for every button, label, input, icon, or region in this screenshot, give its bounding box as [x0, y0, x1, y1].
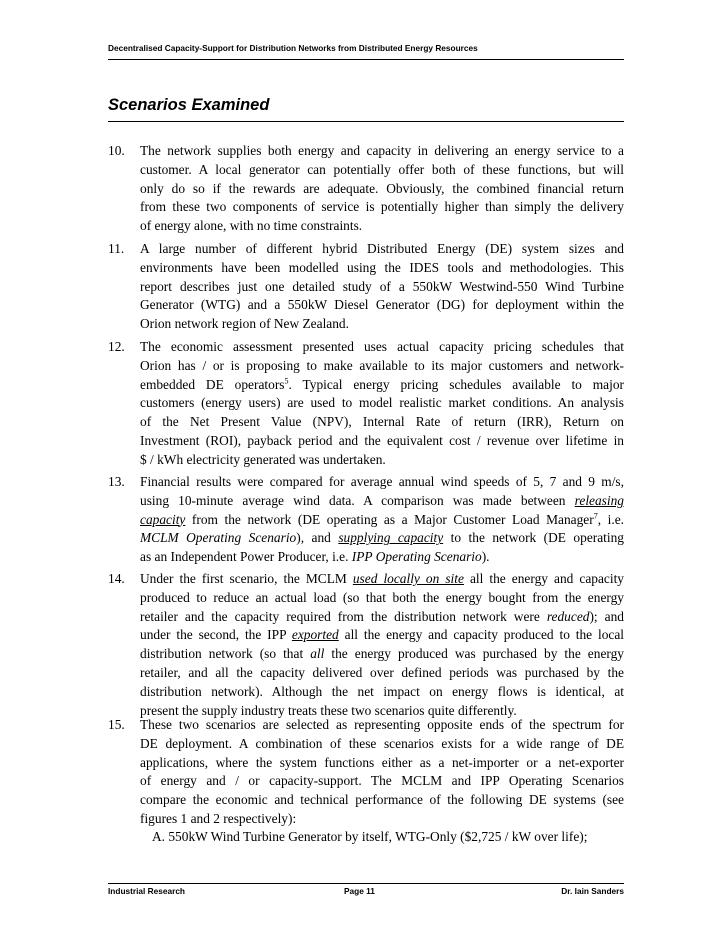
paragraph-number: 15.: [108, 717, 125, 732]
text-span: Under the first scenario, the MCLM: [140, 571, 353, 586]
paragraph-line: retailer, and all the capacity delivered over defined periods was purchased by the: [140, 664, 624, 680]
paragraph-line: distribution network). Although the net impact on energy flows is identical, at: [140, 683, 624, 699]
text-span: retailer and the capacity required from the distribution network were: [140, 608, 547, 624]
footer-organisation: Industrial Research: [108, 886, 186, 896]
paragraph-line: only do so if the rewards are adequate. Obviously, the combined financial return: [140, 180, 624, 196]
paragraph-number: 10.: [108, 143, 125, 158]
paragraph-number: 12.: [108, 339, 125, 354]
paragraph-line: DE deployment. A combination of these scenarios exists for a wide range of DE: [140, 735, 624, 751]
paragraph-line: [140, 548, 624, 567]
text-span: ); and: [589, 608, 624, 624]
paragraph-line: applications, where the system functions either as a net-importer or a net-exporter: [140, 754, 624, 770]
list-item-a: A. 550kW Wind Turbine Generator by itself, WTG-Only ($2,725 / kW over life);: [152, 829, 588, 844]
paragraph-line: Generator (WTG) and a 550kW Diesel Generator (DG) for deployment within the: [140, 297, 624, 313]
text-span: ), and: [296, 530, 339, 546]
paragraph-number: 11.: [108, 241, 125, 256]
emphasis-ipp-scenario: IPP Operating Scenario: [351, 549, 482, 565]
paragraph-line: present the supply industry treats these two scenarios quite differently.: [140, 702, 517, 718]
text-span: , i.e.: [597, 511, 624, 527]
text-span: under the second, the IPP: [140, 627, 292, 643]
paragraph-14: [108, 570, 624, 720]
paragraph-line: Investment (ROI), payback period and the equivalent cost / revenue over lifetime in: [140, 432, 624, 448]
paragraph-12: [108, 338, 624, 470]
paragraph-13: [108, 473, 624, 567]
paragraph-line: Orion network region of New Zealand.: [140, 316, 349, 332]
page-footer: [108, 886, 624, 900]
paragraph-line: of energy and / or capacity-support. The MCLM and IPP Operating Scenarios: [140, 773, 624, 789]
text-span: to the network (DE operating: [443, 530, 624, 546]
text-span: from the network (DE operating as a Major Customer Load Manager: [185, 511, 594, 527]
emphasis-releasing: releasing: [574, 492, 624, 508]
paragraph-line: $ / kWh electricity generated was undertaken.: [140, 451, 386, 467]
paragraph-line: produced to reduce an actual load (so that both the energy bought from the energy: [140, 589, 624, 605]
paragraph-line: customer. A local generator can potentially offer both of these functions, but will: [140, 161, 624, 177]
paragraph-line: compare the economic and technical performance of the following DE systems (see: [140, 792, 624, 808]
paragraph-line: [140, 645, 624, 664]
paragraph-line: The economic assessment presented uses actual capacity pricing schedules that: [140, 339, 624, 354]
footer-author: Dr. Iain Sanders: [561, 886, 624, 896]
text-span: using 10-minute average wind data. A comparison was made between: [140, 492, 575, 508]
paragraph-line: Orion has / or is proposing to make available to its major customers and network-: [140, 357, 624, 373]
paragraph-line: These two scenarios are selected as representing opposite ends of the spectrum for: [140, 717, 624, 732]
paragraph-15: [108, 716, 624, 829]
text-span: all the energy and capacity: [463, 571, 624, 586]
paragraph-line: of the Net Present Value (NPV), Internal Rate of return (IRR), Return on: [140, 414, 624, 430]
paragraph-line: report describes just one detailed study of a 550kW Westwind-550 Wind Turbine: [140, 278, 624, 294]
paragraph-line: [140, 492, 624, 511]
running-header: Decentralised Capacity-Support for Distribution Networks from Distributed Energy Resources: [108, 43, 478, 53]
footer-page-number: Page 11: [344, 886, 375, 896]
emphasis-supplying-capacity: supplying capacity: [338, 530, 444, 546]
paragraph-line: customers (energy users) are used to model realistic market conditions. An analysis: [140, 395, 624, 411]
paragraph-line: figures 1 and 2 respectively):: [140, 810, 297, 826]
paragraph-line: [140, 511, 624, 530]
emphasis-all: all: [310, 646, 325, 662]
emphasis-mclm-scenario: MCLM Operating Scenario: [140, 530, 297, 546]
paragraph-number: 13.: [108, 474, 125, 489]
paragraph-line: environments have been modelled using the IDES tools and methodologies. This: [140, 259, 624, 275]
paragraph-11: [108, 240, 624, 334]
text-span: . Typical energy pricing schedules available to major: [288, 376, 624, 392]
text-span: as an Independent Power Producer, i.e.: [140, 549, 352, 565]
paragraph-line: The network supplies both energy and capacity in delivering an energy service to a: [140, 143, 624, 158]
header-divider: [108, 59, 624, 60]
text-span: ).: [481, 549, 490, 565]
text-span: embedded DE operators: [140, 376, 285, 392]
section-title: Scenarios Examined: [108, 96, 270, 114]
emphasis-exported: exported: [291, 627, 339, 643]
footnote-ref-7[interactable]: 7: [593, 511, 598, 521]
paragraph-line: [140, 376, 624, 395]
footnote-ref-5[interactable]: 5: [284, 376, 289, 386]
paragraph-line: of energy alone, with no time constraints.: [140, 218, 363, 234]
text-span: distribution network (so that: [140, 646, 311, 662]
emphasis-used-locally: used locally on site: [352, 571, 464, 586]
footer-divider: [108, 883, 624, 884]
paragraph-line: Financial results were compared for average annual wind speeds of 5, 7 and 9 m/s,: [140, 474, 624, 489]
emphasis-reduced: reduced: [546, 608, 590, 624]
text-span: the energy produced was purchased by the energy: [324, 646, 624, 662]
paragraph-line: from these two components of service is potentially higher than simply the delivery: [140, 199, 624, 215]
paragraph-number: 14.: [108, 571, 125, 586]
paragraph-line: A large number of different hybrid Distributed Energy (DE) system sizes and: [140, 241, 624, 256]
paragraph-line: [140, 529, 624, 548]
paragraph-line: [140, 570, 624, 589]
paragraph-line: [140, 608, 624, 627]
paragraph-10: [108, 142, 624, 236]
emphasis-capacity: capacity: [140, 511, 186, 527]
text-span: all the energy and capacity produced to the local: [338, 627, 624, 643]
paragraph-line: [140, 626, 624, 645]
section-title-divider: [108, 121, 624, 122]
